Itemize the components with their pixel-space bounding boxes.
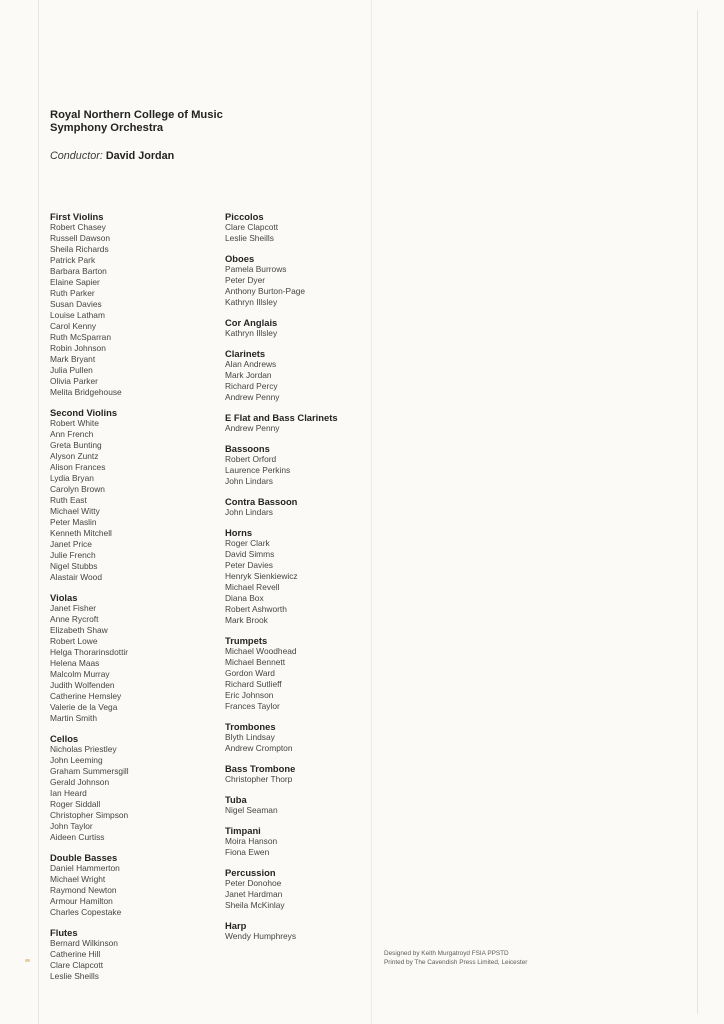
member-name: Ann French — [50, 429, 94, 439]
section-title: Harp — [225, 920, 247, 931]
programme-header — [50, 109, 223, 163]
member-name: Anne Rycroft — [50, 614, 99, 624]
member-name: Michael Bennett — [225, 657, 286, 667]
member-name: Alastair Wood — [50, 572, 102, 582]
member-name: Nicholas Priestley — [50, 744, 117, 754]
member-name: Graham Summersgill — [50, 766, 129, 776]
instrument-section — [50, 852, 220, 918]
member-name: Louise Latham — [50, 310, 105, 320]
member-name: Kathryn Illsley — [225, 297, 278, 307]
member-name: Sheila Richards — [50, 244, 109, 254]
member-name: Frances Taylor — [225, 701, 280, 711]
member-name: Clare Clapcott — [50, 960, 104, 970]
roster-column-strings — [50, 211, 220, 991]
instrument-section — [225, 496, 395, 518]
member-name: Mark Brook — [225, 615, 268, 625]
member-name: Peter Dyer — [225, 275, 266, 285]
member-name: Eric Johnson — [225, 690, 274, 700]
member-name: Mark Jordan — [225, 370, 272, 380]
member-name: Malcolm Murray — [50, 669, 110, 679]
member-name: Leslie Sheills — [50, 971, 99, 981]
section-title: Trombones — [225, 721, 276, 732]
member-name: Valerie de la Vega — [50, 702, 118, 712]
member-name: Michael Revell — [225, 582, 280, 592]
member-name: Julia Pullen — [50, 365, 93, 375]
member-name: Moira Hanson — [225, 836, 278, 846]
instrument-section — [225, 253, 395, 308]
section-title: First Violins — [50, 211, 104, 222]
member-name: Fiona Ewen — [225, 847, 270, 857]
orchestra-title-line1: Royal Northern College of Music — [50, 109, 223, 121]
member-name: Ruth Parker — [50, 288, 95, 298]
member-name: Alan Andrews — [225, 359, 277, 369]
member-name: Clare Clapcott — [225, 222, 279, 232]
member-name: Helga Thorarinsdottir — [50, 647, 129, 657]
page-fold-line-left — [38, 0, 39, 1024]
member-name: Richard Sutlieff — [225, 679, 282, 689]
member-name: Ruth East — [50, 495, 87, 505]
member-name: Lydia Bryan — [50, 473, 94, 483]
member-name: Diana Box — [225, 593, 264, 603]
instrument-section — [225, 721, 395, 754]
member-name: John Lindars — [225, 507, 273, 517]
roster-column-winds-brass-percussion — [225, 211, 395, 951]
member-name: Martin Smith — [50, 713, 98, 723]
member-name: Susan Davies — [50, 299, 102, 309]
member-name: Robert Orford — [225, 454, 277, 464]
section-title: Oboes — [225, 253, 255, 264]
member-name: John Leeming — [50, 755, 103, 765]
instrument-section — [225, 825, 395, 858]
member-name: Catherine Hemsley — [50, 691, 122, 701]
member-name: Robert White — [50, 418, 99, 428]
section-title: Contra Bassoon — [225, 496, 298, 507]
instrument-section — [225, 794, 395, 816]
member-name: Andrew Penny — [225, 423, 280, 433]
member-name: Olivia Parker — [50, 376, 98, 386]
orchestra-title-line2: Symphony Orchestra — [50, 122, 164, 134]
section-title: Cor Anglais — [225, 317, 278, 328]
member-name: Aideen Curtiss — [50, 832, 105, 842]
member-name: Elizabeth Shaw — [50, 625, 108, 635]
conductor-label: Conductor: — [50, 150, 103, 162]
instrument-section — [225, 763, 395, 785]
member-name: Carolyn Brown — [50, 484, 105, 494]
member-name: Blyth Lindsay — [225, 732, 275, 742]
member-name: Melita Bridgehouse — [50, 387, 122, 397]
member-name: Janet Price — [50, 539, 92, 549]
instrument-section — [50, 407, 220, 583]
member-name: Gerald Johnson — [50, 777, 110, 787]
section-title: Horns — [225, 527, 253, 538]
member-name: Leslie Sheills — [225, 233, 274, 243]
member-name: Michael Woodhead — [225, 646, 297, 656]
member-name: Helena Maas — [50, 658, 100, 668]
instrument-section — [50, 592, 220, 724]
section-title: Bass Trombone — [225, 763, 296, 774]
member-name: Sheila McKinlay — [225, 900, 285, 910]
member-name: Carol Kenny — [50, 321, 97, 331]
member-name: Kathryn Illsley — [225, 328, 278, 338]
member-name: Roger Siddall — [50, 799, 101, 809]
member-name: Wendy Humphreys — [225, 931, 297, 941]
member-name: Judith Wolfenden — [50, 680, 115, 690]
instrument-section — [225, 920, 395, 942]
print-credits — [384, 950, 527, 967]
member-name: Barbara Barton — [50, 266, 107, 276]
section-title: Flutes — [50, 927, 78, 938]
section-title: E Flat and Bass Clarinets — [225, 412, 338, 423]
member-name: Kenneth Mitchell — [50, 528, 112, 538]
member-name: Peter Maslin — [50, 517, 97, 527]
member-name: Elaine Sapier — [50, 277, 100, 287]
member-name: Henryk Sienkiewicz — [225, 571, 298, 581]
member-name: Roger Clark — [225, 538, 270, 548]
section-title: Cellos — [50, 733, 79, 744]
member-name: Nigel Seaman — [225, 805, 278, 815]
member-name: Greta Bunting — [50, 440, 102, 450]
instrument-section — [225, 867, 395, 911]
member-name: Pamela Burrows — [225, 264, 287, 274]
member-name: Bernard Wilkinson — [50, 938, 118, 948]
section-title: Bassoons — [225, 443, 270, 454]
section-title: Clarinets — [225, 348, 266, 359]
member-name: Peter Davies — [225, 560, 273, 570]
instrument-section — [225, 527, 395, 626]
instrument-section — [225, 412, 395, 434]
section-title: Trumpets — [225, 635, 268, 646]
member-name: Ian Heard — [50, 788, 87, 798]
member-name: Anthony Burton-Page — [225, 286, 306, 296]
member-name: Andrew Crompton — [225, 743, 293, 753]
section-title: Timpani — [225, 825, 261, 836]
member-name: Christopher Simpson — [50, 810, 129, 820]
section-title: Piccolos — [225, 211, 264, 222]
section-title: Percussion — [225, 867, 276, 878]
member-name: Richard Percy — [225, 381, 278, 391]
member-name: Janet Fisher — [50, 603, 97, 613]
member-name: Andrew Penny — [225, 392, 280, 402]
member-name: Robert Ashworth — [225, 604, 287, 614]
instrument-section — [225, 317, 395, 339]
instrument-section — [50, 211, 220, 398]
instrument-section — [225, 211, 395, 244]
instrument-section — [50, 927, 220, 982]
member-name: Gordon Ward — [225, 668, 275, 678]
member-name: Laurence Perkins — [225, 465, 291, 475]
section-title: Second Violins — [50, 407, 118, 418]
member-name: Mark Bryant — [50, 354, 96, 364]
printer-credit: Printed by The Cavendish Press Limited, Leicester — [384, 958, 528, 966]
instrument-section — [225, 635, 395, 712]
member-name: Ruth McSparran — [50, 332, 111, 342]
member-name: Armour Hamilton — [50, 896, 113, 906]
member-name: Catherine Hill — [50, 949, 101, 959]
conductor-credit — [50, 150, 223, 163]
member-name: Alyson Zuntz — [50, 451, 99, 461]
page-edge-right — [697, 10, 698, 1014]
conductor-name: David Jordan — [105, 150, 175, 162]
member-name: John Taylor — [50, 821, 93, 831]
instrument-section — [225, 348, 395, 403]
paper-mark — [25, 959, 30, 962]
member-name: Nigel Stubbs — [50, 561, 98, 571]
member-name: Patrick Park — [50, 255, 96, 265]
member-name: Robert Chasey — [50, 222, 106, 232]
member-name: Russell Dawson — [50, 233, 111, 243]
member-name: Julie French — [50, 550, 96, 560]
member-name: Christopher Thorp — [225, 774, 293, 784]
member-name: John Lindars — [225, 476, 273, 486]
member-name: Michael Witty — [50, 506, 100, 516]
member-name: Daniel Hammerton — [50, 863, 120, 873]
section-title: Violas — [50, 592, 78, 603]
member-name: Robert Lowe — [50, 636, 98, 646]
designer-credit: Designed by Keith Murgatroyd FSIA PPSTD — [384, 950, 509, 957]
member-name: Michael Wright — [50, 874, 106, 884]
section-title: Double Basses — [50, 852, 118, 863]
member-name: Charles Copestake — [50, 907, 122, 917]
member-name: Peter Donohoe — [225, 878, 282, 888]
section-title: Tuba — [225, 794, 247, 805]
member-name: Janet Hardman — [225, 889, 283, 899]
instrument-section — [50, 733, 220, 843]
member-name: Robin Johnson — [50, 343, 106, 353]
member-name: Alison Frances — [50, 462, 106, 472]
member-name: David Simms — [225, 549, 275, 559]
instrument-section — [225, 443, 395, 487]
member-name: Raymond Newton — [50, 885, 117, 895]
